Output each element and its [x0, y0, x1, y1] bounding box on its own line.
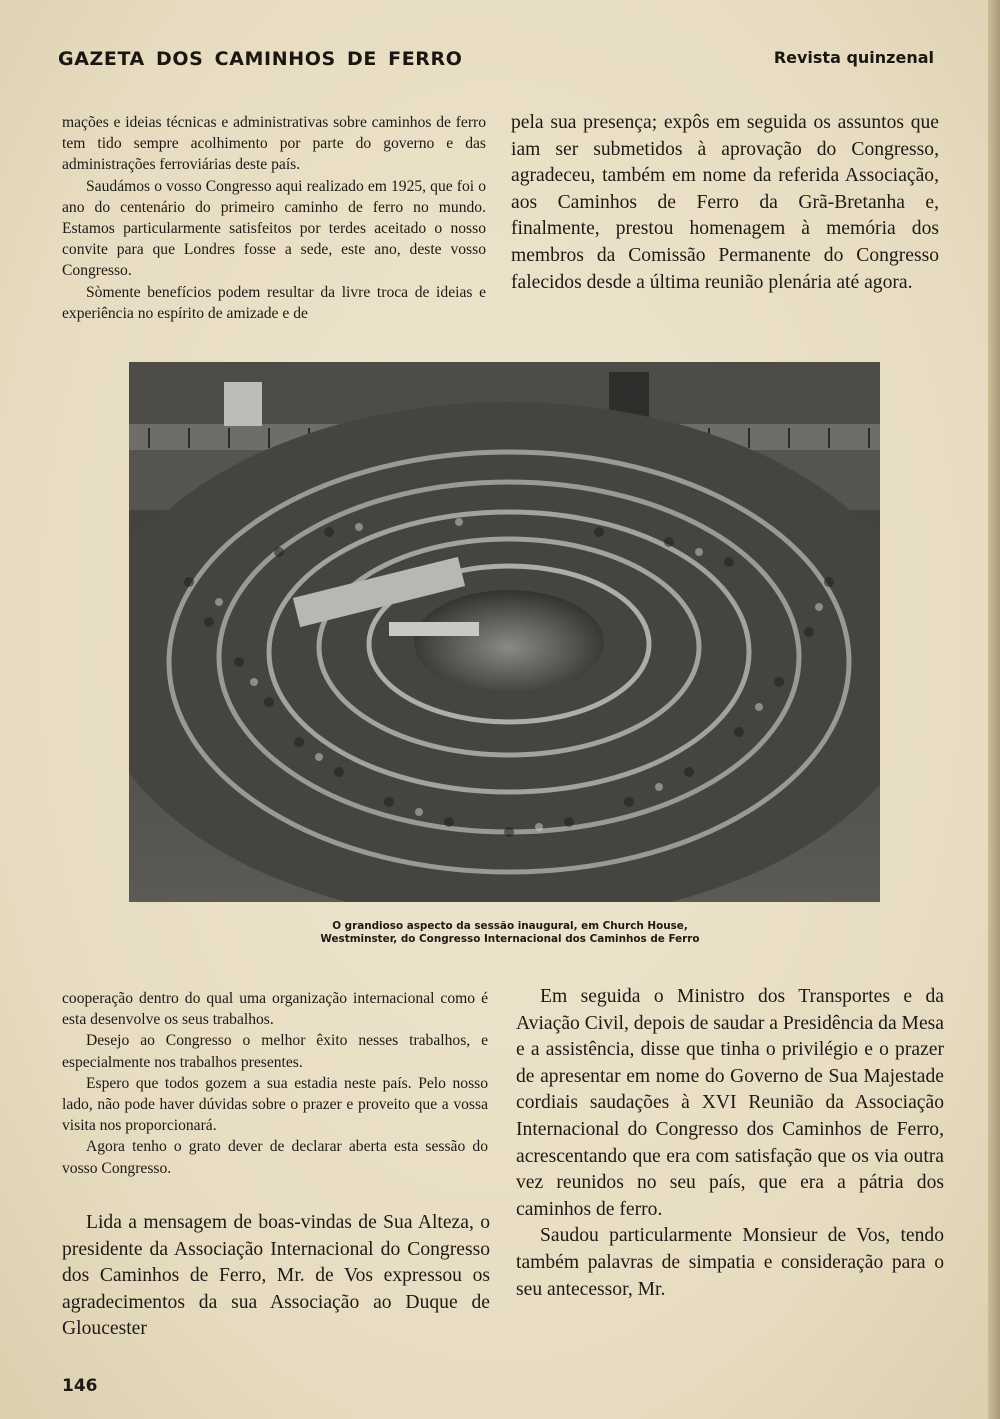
paragraph: Saudámos o vosso Congresso aqui realizado em 1925, que foi o ano do centenário do primeiro caminho de ferro no mundo. Estamos particularmente satisfeitos por terdes aceitado o nosso convite para que Londres fosse a sede, este ano, deste vosso Congresso.	[62, 177, 486, 280]
bottom-left-large-column	[62, 1210, 490, 1343]
caption-line: O grandioso aspecto da sessão inaugural, em Church House,	[332, 920, 688, 932]
paragraph: Sòmente benefícios podem resultar da livre troca de ideias e experiência no espírito de amizade e de	[62, 283, 486, 322]
paragraph: Desejo ao Congresso o melhor êxito nesses trabalhos, e especialmente nos trabalhos presentes.	[62, 1032, 488, 1071]
paragraph: Espero que todos gozem a sua estadia neste país. Pelo nosso lado, não pode haver dúvidas sobre o prazer e proveito que a vossa visita nos proporcionará.	[62, 1074, 488, 1135]
paragraph: Lida a mensagem de boas-vindas de Sua Alteza, o presidente da Associação Internacional do Congresso dos Caminhos de Ferro, Mr. de Vos expressou os agradecimentos da sua Associação ao Duque de Gloucester	[62, 1212, 490, 1340]
paragraph: Em seguida o Ministro dos Transportes e da Aviação Civil, depois de saudar a Presidência da Mesa e a assistência, disse que tinha o privilégio e o prazer de apresentar em nome do Governo de Sua Majestade cordiais saudações à XVI Reunião da Associação Internacional do Congresso dos Caminhos de Ferro, acrescentando que era com satisfação que os via outra vez reunidos no seu país, que era a pátria dos caminhos de ferro.	[516, 986, 944, 1220]
paragraph: mações e ideias técnicas e administrativas sobre caminhos de ferro tem tido sempre acolhimento por parte do governo e das administrações ferroviárias deste país.	[62, 114, 486, 174]
page-number: 146	[62, 1376, 98, 1396]
paragraph: pela sua presença; expôs em seguida os assuntos que iam ser submetidos à aprovação do Congresso, agradeceu, também em nome da referida Associação, aos Caminhos de Ferro da Grã-Bretanha e, finalmente, prestou homenagem à memória dos membros da Comissão Permanente do Congresso falecidos desde a última reunião plenária até agora.	[511, 112, 939, 293]
caption-line: Westminster, do Congresso Internacional dos Caminhos de Ferro	[320, 933, 700, 945]
magazine-subtitle: Revista quinzenal	[773, 48, 934, 67]
paragraph: Saudou particularmente Monsieur de Vos, tendo também palavras de simpatia e consideração para o seu antecessor, Mr.	[516, 1225, 944, 1300]
page-edge	[988, 0, 1000, 1419]
bottom-right-column	[516, 984, 944, 1303]
bottom-left-column	[62, 988, 488, 1179]
top-right-column	[511, 110, 939, 296]
congress-hall-photo	[129, 362, 880, 902]
photo-caption	[300, 920, 720, 946]
magazine-title: GAZETA DOS CAMINHOS DE FERRO	[58, 48, 463, 70]
paragraph: cooperação dentro do qual uma organização internacional como é esta desenvolve os seus trabalhos.	[62, 990, 488, 1029]
top-left-column	[62, 112, 486, 324]
paragraph: Agora tenho o grato dever de declarar aberta esta sessão do vosso Congresso.	[62, 1138, 488, 1177]
